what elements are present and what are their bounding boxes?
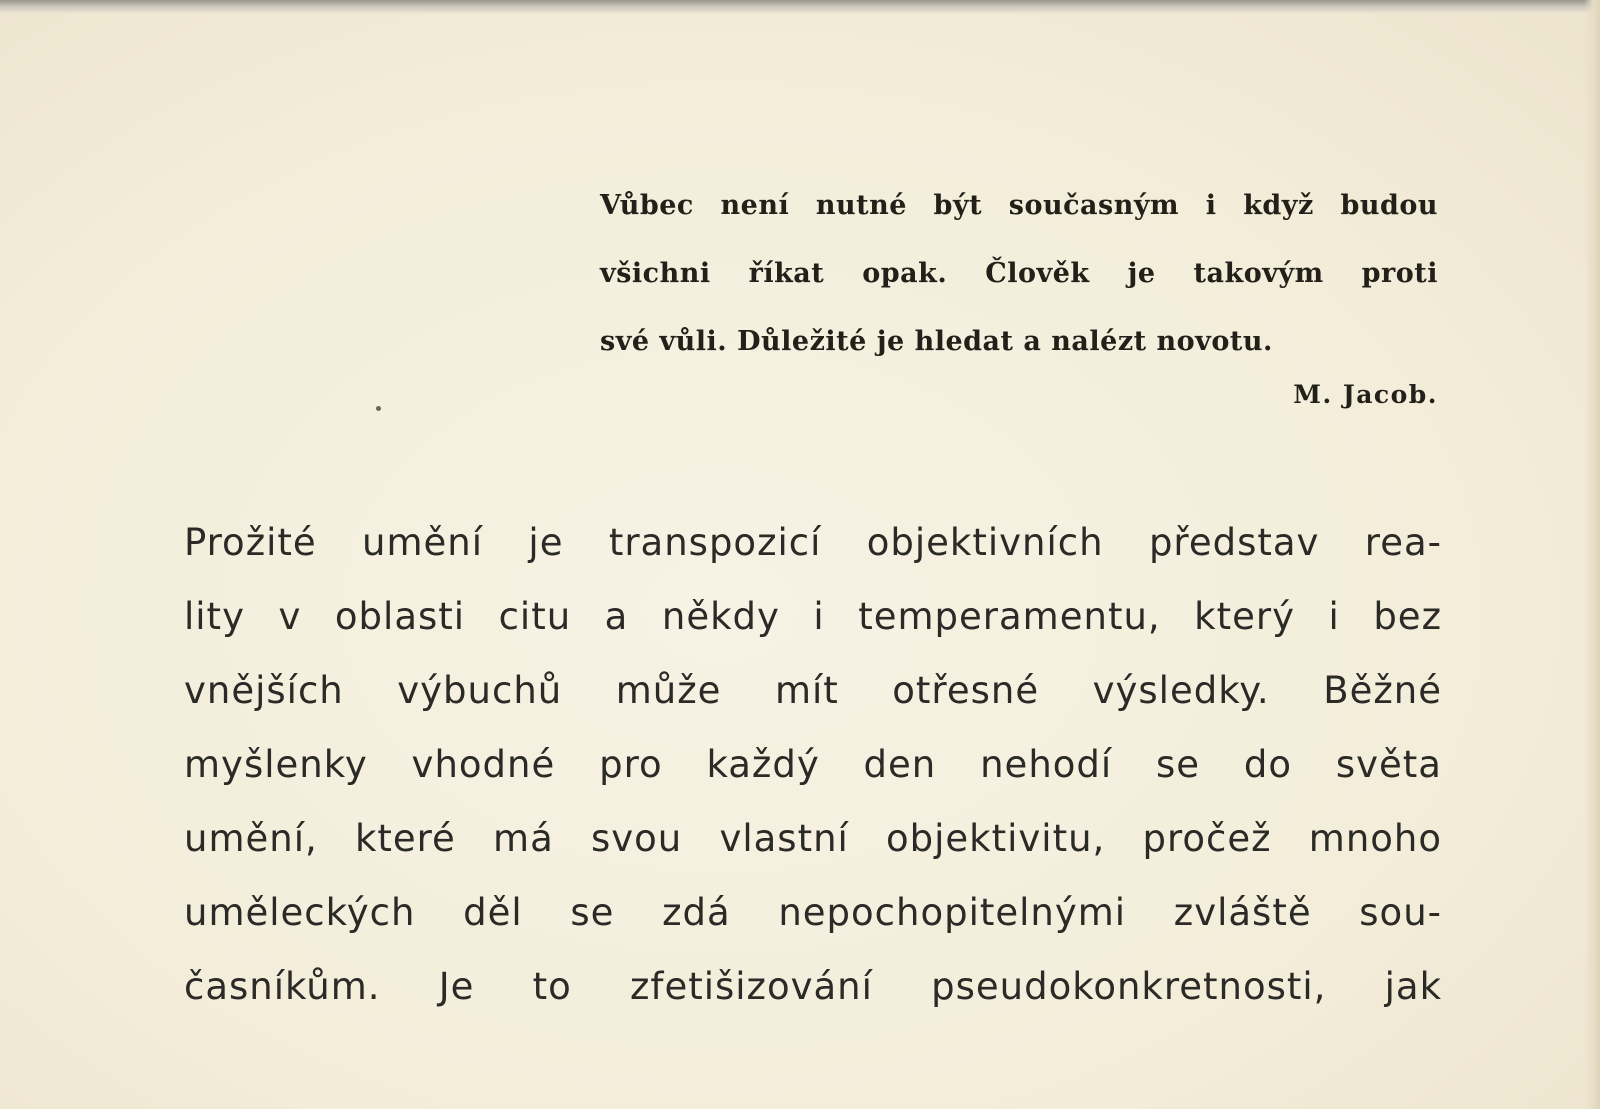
page-right-edge: [1584, 0, 1600, 1109]
quote-line-1: Vůbec není nutné být současným i když budou: [600, 190, 1438, 221]
quote-line-3: své vůli. Důležité je hledat a nalézt novotu.: [600, 326, 1273, 357]
body-line-7: časníkům. Je to zfetišizování pseudokonkretnosti, jak: [184, 965, 1442, 1008]
body-line-5: umění, které má svou vlastní objektivitu, pročež mnoho: [184, 817, 1442, 860]
ink-speck: [376, 406, 381, 411]
quote-author: M. Jacob.: [1293, 380, 1438, 409]
body-line-3: vnějších výbuchů může mít otřesné výsledky. Běžné: [184, 669, 1442, 712]
page-top-edge: [0, 0, 1600, 14]
epigraph-quote: [600, 178, 1438, 382]
body-line-4: myšlenky vhodné pro každý den nehodí se do světa: [184, 743, 1442, 786]
body-line-1: Prožité umění je transpozicí objektivních představ rea-: [184, 521, 1442, 564]
body-line-2: lity v oblasti citu a někdy i temperamentu, který i bez: [184, 595, 1442, 638]
body-paragraph: [184, 508, 1442, 1026]
body-line-6: uměleckých děl se zdá nepochopitelnými zvláště sou-: [184, 891, 1442, 934]
quote-line-2: všichni říkat opak. Člověk je takovým proti: [600, 258, 1438, 289]
